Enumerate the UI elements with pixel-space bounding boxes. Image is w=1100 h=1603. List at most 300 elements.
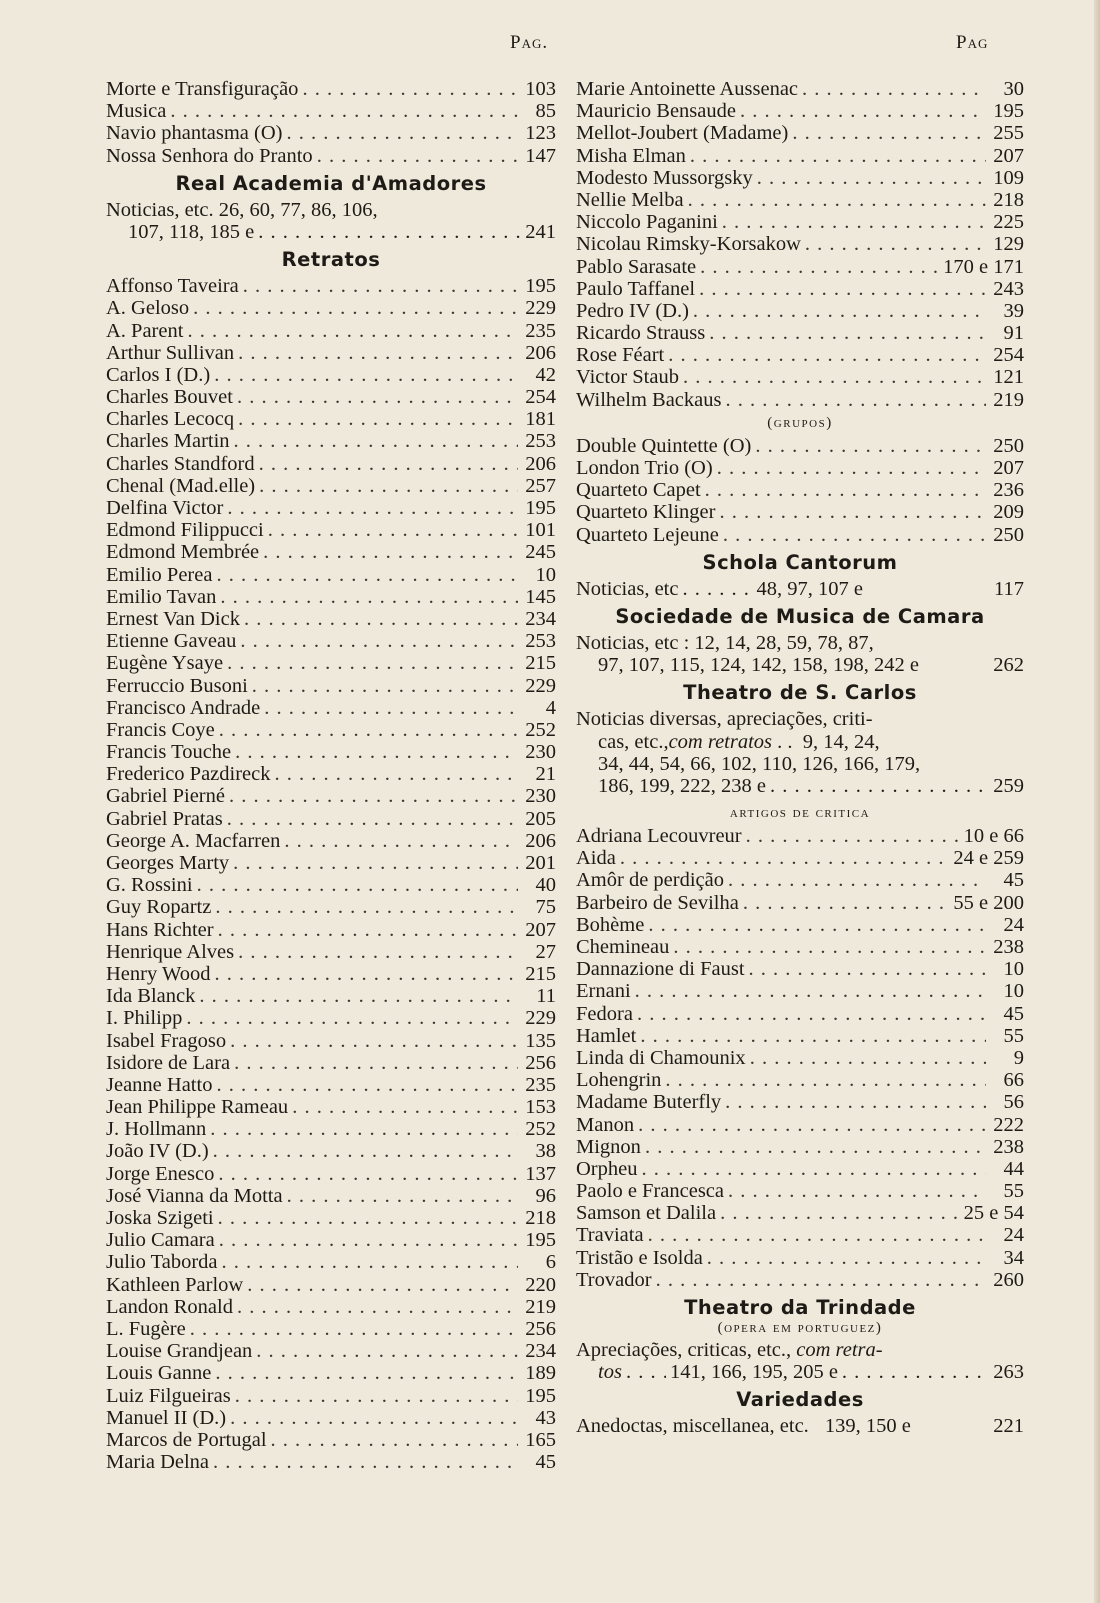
entry-name: Julio Taborda [106, 1251, 218, 1274]
index-entry [106, 430, 556, 452]
entry-page: 250 [993, 523, 1024, 546]
top-entries-list [106, 78, 556, 167]
dot-leader [640, 1025, 986, 1047]
entry-name: Jeanne Hatto [106, 1073, 213, 1096]
entry-name: Charles Bouvet [106, 386, 233, 409]
entry-name: Gabriel Pratas [106, 807, 223, 830]
index-entry [576, 122, 1024, 144]
index-entry [576, 958, 1024, 980]
index-entry [106, 741, 556, 763]
dot-leader [648, 914, 986, 936]
sociedade-page: 262 [993, 654, 1024, 677]
right-column [576, 78, 1024, 1438]
trindade-refs: 141, 166, 195, 205 e [669, 1361, 838, 1384]
entry-page: 236 [993, 479, 1024, 502]
retratos-continued-list [576, 78, 1024, 411]
dot-leader [641, 1158, 986, 1180]
dot-leader [638, 1114, 986, 1136]
entry-page: 219 [993, 388, 1024, 411]
dot-leader [805, 233, 986, 255]
entry-page: 10 [1003, 958, 1024, 981]
index-entry [106, 985, 556, 1007]
trindade-line-2 [576, 1361, 1024, 1383]
entry-page: 170 e 171 [943, 255, 1024, 278]
dot-leader [792, 122, 986, 144]
dot-leader [213, 1451, 518, 1473]
index-entry [106, 1096, 556, 1118]
index-entry [106, 320, 556, 342]
index-entry [576, 1224, 1024, 1246]
dot-leader [256, 1340, 518, 1362]
dot-leader [740, 100, 986, 122]
entry-page: 103 [525, 78, 556, 100]
dot-leader [284, 830, 518, 852]
index-entry [106, 275, 556, 297]
entry-name: Louis Ganne [106, 1362, 212, 1385]
entry-name: George A. Macfarren [106, 829, 281, 852]
dot-leader [218, 1163, 518, 1185]
entry-name: J. Hollmann [106, 1118, 207, 1141]
entry-page: 243 [993, 277, 1024, 300]
index-entry [106, 1251, 556, 1273]
index-entry [106, 475, 556, 497]
real-academia-line-1: Noticias, etc. 26, 60, 77, 86, 106, [106, 198, 378, 221]
dot-leader [656, 1269, 986, 1291]
index-entry [106, 1052, 556, 1074]
section-title-sociedade: Sociedade de Musica de Camara [615, 604, 985, 628]
index-entry [576, 256, 1024, 278]
entry-name: Luiz Filgueiras [106, 1384, 231, 1407]
dot-leader [235, 741, 518, 763]
entry-page: 218 [993, 188, 1024, 211]
entry-page: 24 [1003, 1224, 1024, 1247]
trindade-line-1b: com retra- [796, 1339, 883, 1361]
entry-page: 38 [535, 1140, 556, 1163]
entry-page: 96 [535, 1184, 556, 1207]
dot-leader [222, 1251, 519, 1273]
index-entry [106, 896, 556, 918]
entry-name: I. Philipp [106, 1007, 183, 1030]
entry-name: Arthur Sullivan [106, 341, 235, 364]
entry-name: Joska Szigeti [106, 1207, 214, 1229]
index-entry [106, 697, 556, 719]
dot-leader [302, 78, 518, 100]
entry-name: Quarteto Capet [576, 479, 701, 502]
dot-leader [626, 1361, 666, 1383]
index-entry [106, 719, 556, 741]
dot-leader [693, 300, 986, 322]
sao-carlos-line-2 [576, 731, 1024, 753]
entry-page: 195 [525, 275, 556, 298]
index-entry [106, 586, 556, 608]
index-entry [576, 389, 1024, 411]
index-entry [106, 1385, 556, 1407]
entry-page: 24 e 259 [953, 847, 1024, 870]
entry-name: Pedro IV (D.) [576, 299, 689, 322]
entry-page: 256 [525, 1317, 556, 1340]
entry-page: 45 [1003, 1002, 1024, 1025]
dot-leader [720, 1202, 960, 1224]
entry-page: 66 [1003, 1069, 1024, 1092]
entry-page: 195 [525, 1384, 556, 1407]
dot-leader [673, 936, 986, 958]
section-title-grupos: (grupos) [767, 414, 833, 431]
index-entry [106, 1451, 556, 1473]
index-entry [576, 1003, 1024, 1025]
section-title-trindade: Theatro da Trindade [684, 1296, 916, 1319]
entry-name: Jean Philippe Rameau [106, 1096, 289, 1119]
section-title-sao-carlos: Theatro de S. Carlos [683, 681, 917, 705]
dot-leader [723, 524, 986, 546]
entry-name: Chemineau [576, 936, 670, 958]
artigos-list [576, 825, 1024, 1291]
dot-leader [725, 389, 986, 411]
entry-page: 206 [525, 452, 556, 475]
index-entry [576, 233, 1024, 255]
trindade-paragraph [576, 1339, 1024, 1383]
entry-name: Dannazione di Faust [576, 958, 745, 981]
entry-page: 55 [1003, 1180, 1024, 1203]
entry-name: Adriana Lecouvreur [576, 825, 742, 848]
entry-page: 234 [525, 1340, 556, 1363]
entry-name: Landon Ronald [106, 1295, 233, 1318]
entry-page: 40 [535, 874, 556, 897]
entry-name: Mellot-Joubert (Madame) [576, 122, 789, 145]
index-entry [576, 847, 1024, 869]
dot-leader [749, 958, 986, 980]
sao-carlos-paragraph [576, 708, 1024, 797]
entry-name: Tristão e Isolda [576, 1246, 703, 1269]
entry-name: Samson et Dalila [576, 1202, 717, 1225]
index-entry [576, 78, 1024, 100]
index-entry [576, 1269, 1024, 1291]
dot-leader [728, 869, 986, 891]
dot-leader [668, 344, 986, 366]
entry-page: 256 [525, 1051, 556, 1074]
dot-leader [210, 1118, 518, 1140]
dot-leader [722, 211, 986, 233]
entry-page: 230 [525, 741, 556, 764]
dot-leader [757, 167, 986, 189]
entry-name: Delfina Victor [106, 497, 224, 519]
dot-leader [229, 785, 518, 807]
index-entry [576, 914, 1024, 936]
dot-leader [719, 501, 986, 523]
index-entry [106, 1118, 556, 1140]
sao-carlos-line-4-text: 186, 199, 222, 238 e [598, 774, 766, 797]
dot-leader [620, 847, 950, 869]
entry-name: Linda di Chamounix [576, 1046, 746, 1069]
entry-page: 30 [1003, 78, 1024, 100]
entry-page: 42 [535, 363, 556, 386]
entry-page: 253 [525, 630, 556, 653]
index-entry [106, 963, 556, 985]
index-entry [576, 167, 1024, 189]
index-entry [106, 1030, 556, 1052]
entry-name: Emilio Tavan [106, 585, 217, 608]
dot-leader [259, 453, 518, 475]
section-title-real-academia: Real Academia d'Amadores [175, 171, 487, 195]
dot-leader [268, 519, 518, 541]
entry-page: 39 [1003, 299, 1024, 322]
dot-leader [230, 1030, 518, 1052]
entry-name: Gabriel Pierné [106, 785, 225, 808]
entry-name: Henry Wood [106, 962, 211, 985]
entry-page: 45 [535, 1451, 556, 1474]
dot-leader [709, 322, 986, 344]
real-academia-line-2 [106, 221, 556, 243]
entry-page: 206 [525, 829, 556, 852]
trindade-line-1a: Apreciações, criticas, etc., [576, 1339, 797, 1361]
dot-leader [287, 1185, 518, 1207]
entry-page: 21 [535, 763, 556, 786]
entry-name: Jorge Enesco [106, 1162, 215, 1185]
entry-name: Edmond Membrée [106, 541, 260, 564]
entry-name: Isabel Fragoso [106, 1029, 227, 1052]
dot-leader [750, 1047, 986, 1069]
entry-page: 147 [525, 144, 556, 167]
entry-name: Fedora [576, 1002, 633, 1025]
entry-page: 27 [535, 940, 556, 963]
dot-leader [699, 278, 986, 300]
index-entry [576, 211, 1024, 233]
entry-page: 55 e 200 [953, 891, 1024, 914]
entry-name: Marie Antoinette Aussenac [576, 78, 799, 100]
entry-page: 209 [993, 501, 1024, 524]
entry-page: 245 [525, 541, 556, 564]
index-entry [576, 825, 1024, 847]
dot-leader [240, 630, 518, 652]
dot-leader [743, 892, 950, 914]
index-entry [106, 1407, 556, 1429]
trindade-line-2a: tos [598, 1361, 622, 1384]
entry-name: Francis Coye [106, 718, 215, 741]
dot-leader [216, 564, 518, 586]
entry-name: Traviata [576, 1224, 644, 1247]
index-entry [576, 1091, 1024, 1113]
entry-name: L. Fugère [106, 1317, 186, 1340]
dot-leader [214, 364, 518, 386]
index-entry [106, 874, 556, 896]
index-entry [106, 919, 556, 941]
index-entry [106, 342, 556, 364]
entry-name: Julio Camara [106, 1229, 215, 1252]
entry-name: José Vianna da Motta [106, 1184, 283, 1207]
entry-name: João IV (D.) [106, 1140, 209, 1163]
entry-page: 55 [1003, 1024, 1024, 1047]
index-entry [106, 608, 556, 630]
dot-leader [247, 1274, 518, 1296]
entry-name: Chenal (Mad.elle) [106, 474, 256, 497]
index-entry [106, 1185, 556, 1207]
index-entry [576, 869, 1024, 891]
index-entry [106, 78, 556, 100]
entry-name: Georges Marty [106, 852, 230, 874]
index-entry [576, 278, 1024, 300]
entry-page: 219 [525, 1295, 556, 1318]
dot-leader [243, 275, 518, 297]
entry-name: Etienne Gaveau [106, 630, 237, 653]
entry-page: 238 [993, 1135, 1024, 1158]
index-entry [576, 892, 1024, 914]
dot-leader [648, 1224, 986, 1246]
entry-name: Quarteto Lejeune [576, 523, 719, 546]
entry-name: Mauricio Bensaude [576, 100, 736, 123]
entry-name: Guy Ropartz [106, 896, 212, 919]
entry-name: Amôr de perdição [576, 869, 724, 892]
entry-name: London Trio (O) [576, 457, 713, 479]
index-entry [106, 630, 556, 652]
index-entry [576, 479, 1024, 501]
index-entry [576, 1158, 1024, 1180]
index-entry [576, 457, 1024, 479]
dot-leader [213, 1140, 518, 1162]
index-entry [106, 830, 556, 852]
index-entry [106, 785, 556, 807]
index-entry [576, 936, 1024, 958]
schola-line-1-text: Noticias, etc [576, 577, 679, 600]
entry-page: 254 [993, 344, 1024, 367]
index-entry [576, 366, 1024, 388]
entry-page: 215 [525, 652, 556, 675]
dot-leader [682, 578, 752, 600]
real-academia-page: 241 [525, 220, 556, 243]
index-entry [576, 344, 1024, 366]
index-entry [576, 189, 1024, 211]
index-entry [106, 519, 556, 541]
dot-leader [244, 608, 518, 630]
entry-name: Quarteto Klinger [576, 501, 716, 524]
entry-page: 215 [525, 962, 556, 985]
dot-leader [234, 430, 518, 452]
section-title-variedades: Variedades [736, 1388, 864, 1412]
entry-page: 230 [525, 785, 556, 808]
entry-page: 201 [525, 852, 556, 874]
sociedade-line-2-text: 97, 107, 115, 124, 142, 158, 198, 242 e [598, 654, 919, 677]
dot-leader [219, 719, 518, 741]
dot-leader [286, 122, 518, 144]
sociedade-line-1: Noticias, etc : 12, 14, 28, 59, 78, 87, [576, 631, 874, 654]
entry-name: Ferruccio Busoni [106, 674, 248, 697]
entry-page: 207 [993, 457, 1024, 479]
index-entry [106, 1274, 556, 1296]
entry-page: 206 [525, 341, 556, 364]
entry-name: Eugène Ysaye [106, 652, 224, 675]
dot-leader [292, 1096, 518, 1118]
page-edge [1094, 0, 1100, 1603]
dot-leader [214, 963, 518, 985]
trindade-page: 263 [993, 1361, 1024, 1384]
dot-leader [197, 874, 518, 896]
entry-page: 229 [525, 674, 556, 697]
entry-name: Ernest Van Dick [106, 607, 240, 630]
dot-leader [259, 475, 518, 497]
index-entry [576, 501, 1024, 523]
entry-page: 135 [525, 1029, 556, 1052]
entry-page: 44 [1003, 1157, 1024, 1180]
entry-page: 222 [993, 1113, 1024, 1136]
entry-name: Barbeiro de Sevilha [576, 891, 739, 914]
entry-name: Isidore de Lara [106, 1051, 231, 1074]
schola-line-1 [576, 578, 1024, 600]
entry-name: Charles Standford [106, 452, 255, 475]
entry-page: 225 [993, 211, 1024, 234]
entry-name: Navio phantasma (O) [106, 122, 283, 145]
dot-leader [264, 697, 518, 719]
index-entry [106, 564, 556, 586]
dot-leader [637, 1003, 986, 1025]
schola-page: 117 [994, 577, 1024, 600]
entry-name: Manuel II (D.) [106, 1406, 227, 1429]
entry-page: 220 [525, 1273, 556, 1296]
entry-page: 91 [1003, 322, 1024, 345]
entry-name: Manon [576, 1113, 635, 1136]
entry-name: Bohème [576, 913, 645, 936]
entry-name: Hamlet [576, 1024, 637, 1047]
entry-page: 257 [525, 474, 556, 497]
entry-name: Charles Lecocq [106, 408, 235, 431]
dot-leader [683, 366, 986, 388]
entry-page: 195 [993, 100, 1024, 123]
index-entry [106, 763, 556, 785]
entry-page: 189 [525, 1362, 556, 1385]
dot-leader [690, 145, 986, 167]
index-entry [576, 300, 1024, 322]
index-entry [106, 100, 556, 122]
index-entry [576, 980, 1024, 1002]
entry-name: Edmond Filippucci [106, 519, 264, 542]
dot-leader [725, 1091, 986, 1113]
sao-carlos-line-2b: com retratos [668, 730, 773, 753]
dot-leader [190, 1318, 518, 1340]
index-entry [106, 1007, 556, 1029]
index-entry [106, 145, 556, 167]
dot-leader [199, 985, 518, 1007]
entry-name: Rose Féart [576, 344, 665, 367]
index-entry [106, 1296, 556, 1318]
entry-page: 181 [525, 408, 556, 431]
index-entry [106, 1429, 556, 1451]
page-column-header-right: Pag [956, 32, 989, 53]
entry-name: Aida [576, 847, 616, 870]
index-entry [106, 941, 556, 963]
entry-page: 45 [1003, 869, 1024, 892]
entry-name: Pablo Sarasate [576, 255, 697, 278]
entry-page: 260 [993, 1268, 1024, 1291]
entry-page: 207 [525, 918, 556, 941]
dot-leader [187, 320, 518, 342]
dot-leader [770, 775, 989, 797]
dot-leader [717, 457, 986, 479]
dot-leader [252, 675, 518, 697]
entry-name: Louise Grandjean [106, 1340, 253, 1363]
entry-name: Francis Touche [106, 741, 232, 764]
entry-name: Double Quintette (O) [576, 434, 752, 457]
dot-leader [645, 1136, 986, 1158]
index-entry [576, 100, 1024, 122]
dot-leader [271, 1429, 518, 1451]
index-entry [576, 1069, 1024, 1091]
entry-name: Victor Staub [576, 366, 679, 389]
entry-name: Hans Richter [106, 918, 214, 941]
index-entry [106, 122, 556, 144]
dot-leader [233, 852, 518, 874]
index-entry [106, 652, 556, 674]
entry-name: Henrique Alves [106, 940, 235, 963]
dot-leader [170, 100, 518, 122]
sao-carlos-line-2c: . . 9, 14, 24, [772, 730, 880, 753]
dot-leader [746, 825, 960, 847]
